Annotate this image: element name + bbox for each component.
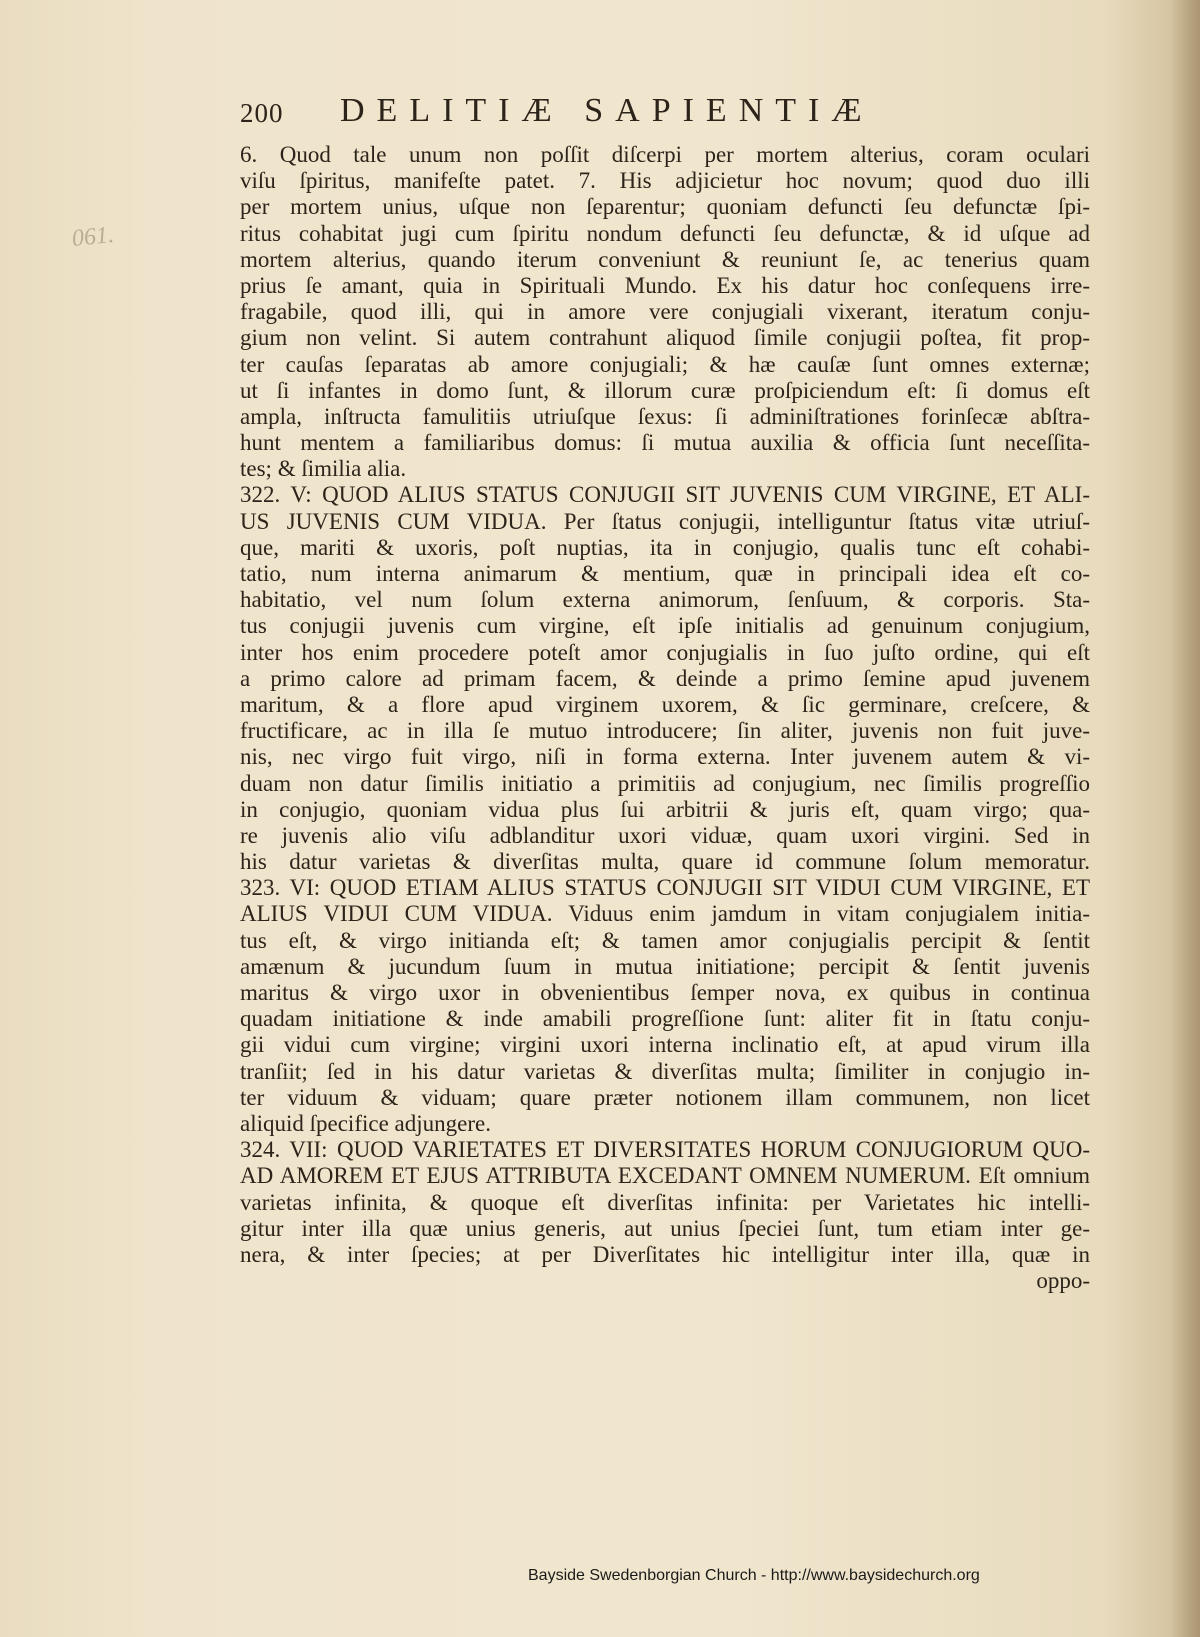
text-line: tranſiit; ſed in his datur varietas & diverſitas multa; ſimiliter in conjugio in- xyxy=(240,1058,1090,1084)
text-line: fragabile, quod illi, qui in amore vere conjugiali vixerant, iteratum conju- xyxy=(240,299,1090,325)
text-line: 6. Quod tale unum non poſſit diſcerpi per mortem alterius, coram oculari xyxy=(240,142,1090,167)
text-line: mortem alterius, quando iterum conveniunt & reuniunt ſe, ac tenerius quam xyxy=(240,246,1090,272)
text-line: tus eſt, & virgo initianda eſt; & tamen amor conjugialis percipit & ſentit xyxy=(240,927,1090,953)
text-line: gium non velint. Si autem contrahunt aliquod ſimile conjugii poſtea, fit prop- xyxy=(240,325,1090,351)
text-line: a primo calore ad primam facem, & deinde a primo ſemine apud juvenem xyxy=(240,665,1090,691)
text-line: tatio, num interna animarum & mentium, quæ in principali idea eſt co- xyxy=(240,561,1090,586)
text-line: que, mariti & uxoris, poſt nuptias, ita in conjugio, qualis tunc eſt cohabi- xyxy=(240,534,1090,560)
page-edge-shadow xyxy=(1170,0,1200,1637)
text-line: in conjugio, quoniam vidua plus ſui arbitrii & juris eſt, quam virgo; qua- xyxy=(240,796,1090,822)
text-line: gii vidui cum virgine; virgini uxori interna inclinatio eſt, at apud virum illa xyxy=(240,1032,1090,1058)
text-line: nis, nec virgo fuit virgo, niſi in forma externa. Inter juvenem autem & vi- xyxy=(240,744,1090,770)
text-line: ampla, inſtructa famulitiis utriuſque ſexus: ſi adminiſtrationes forinſecæ abſtra- xyxy=(240,403,1090,429)
text-line: tus conjugii juvenis cum virgine, eſt ipſe initialis ad genuinum conjugium, xyxy=(240,613,1090,639)
text-line: habitatio, vel num ſolum externa animorum, ſenſuum, & corporis. Sta- xyxy=(240,587,1090,613)
section-heading-323: 323. VI: QUOD ETIAM ALIUS STATUS CONJUGII SIT VIDUI CUM VIRGINE, ET xyxy=(240,875,1090,901)
text-line: per mortem unius, uſque non ſeparentur; quoniam defuncti ſeu defunctæ ſpi- xyxy=(240,194,1090,220)
text-line: ter viduum & viduam; quare præter notionem illam communem, non licet xyxy=(240,1084,1090,1110)
body-text xyxy=(240,142,1090,1294)
text-line: re juvenis alio viſu adblanditur uxori viduæ, quam uxori virgini. Sed in xyxy=(240,822,1090,848)
text-line: his datur varietas & diverſitas multa, quare id commune ſolum memoratur. xyxy=(240,849,1090,875)
catchword: oppo- xyxy=(1036,1268,1090,1294)
text-line: hunt mentem a familiaribus domus: ſi mutua auxilia & officia ſunt neceſſita- xyxy=(240,430,1090,456)
text-line: varietas infinita, & quoque eſt diverſitas infinita: per Varietates hic intelli- xyxy=(240,1189,1090,1215)
text-line: ter cauſas ſeparatas ab amore conjugiali; & hæ cauſæ ſunt omnes externæ; xyxy=(240,351,1090,377)
footer-credit: Bayside Swedenborgian Church - http://www.baysidechurch.org xyxy=(528,1567,980,1584)
text-line: gitur inter illa quæ unius generis, aut unius ſpeciei ſunt, tum etiam inter ge- xyxy=(240,1215,1090,1241)
page-header xyxy=(240,88,1000,138)
text-line: nera, & inter ſpecies; at per Diverſitates hic intelligitur inter illa, quæ in xyxy=(240,1241,1090,1267)
margin-note: 061. xyxy=(70,221,116,253)
text-line: ALIUS VIDUI CUM VIDUA. Viduus enim jamdum in vitam conjugialem initia- xyxy=(240,901,1090,927)
text-line: inter hos enim procedere poteſt amor conjugialis in ſuo juſto ordine, qui eſt xyxy=(240,639,1090,665)
running-title: DELITIÆ SAPIENTIÆ xyxy=(340,92,874,129)
text-line: ritus cohabitat jugi cum ſpiritu nondum defuncti ſeu defunctæ, & id uſque ad xyxy=(240,220,1090,246)
text-line: viſu ſpiritus, manifeſte patet. 7. His adjicietur hoc novum; quod duo illi xyxy=(240,168,1090,194)
section-heading-324: 324. VII: QUOD VARIETATES ET DIVERSITATES HORUM CONJUGIORUM QUO- xyxy=(240,1137,1090,1163)
text-line: tes; & ſimilia alia. xyxy=(240,456,407,482)
text-line: quadam initiatione & inde amabili progreſſione ſunt: aliter fit in ſtatu conju- xyxy=(240,1006,1090,1032)
text-line: ut ſi infantes in domo ſunt, & illorum curæ proſpiciendum eſt: ſi domus eſt xyxy=(240,377,1090,403)
text-line: maritum, & a flore apud virginem uxorem, & ſic germinare, creſcere, & xyxy=(240,691,1090,717)
text-line: US JUVENIS CUM VIDUA. Per ſtatus conjugii, intelliguntur ſtatus vitæ utriuſ- xyxy=(240,508,1090,534)
text-line: duam non datur ſimilis initiatio a primitiis ad conjugium, nec ſimilis progreſſio xyxy=(240,770,1090,796)
text-line: aliquid ſpecifice adjungere. xyxy=(240,1110,491,1136)
text-line: fructificare, ac in illa ſe mutuo introducere; ſin aliter, juvenis non fuit juve- xyxy=(240,718,1090,744)
text-line: prius ſe amant, quia in Spirituali Mundo. Ex his datur hoc conſequens irre- xyxy=(240,272,1090,298)
section-heading-322: 322. V: QUOD ALIUS STATUS CONJUGII SIT JUVENIS CUM VIRGINE, ET ALI- xyxy=(240,482,1090,508)
page-number: 200 xyxy=(240,98,284,128)
text-line: maritus & virgo uxor in obvenientibus ſemper nova, ex quibus in continua xyxy=(240,980,1090,1005)
text-line: AD AMOREM ET EJUS ATTRIBUTA EXCEDANT OMNEM NUMERUM. Eſt omnium xyxy=(240,1163,1090,1189)
text-line: amænum & jucundum ſuum in mutua initiatione; percipit & ſentit juvenis xyxy=(240,953,1090,979)
